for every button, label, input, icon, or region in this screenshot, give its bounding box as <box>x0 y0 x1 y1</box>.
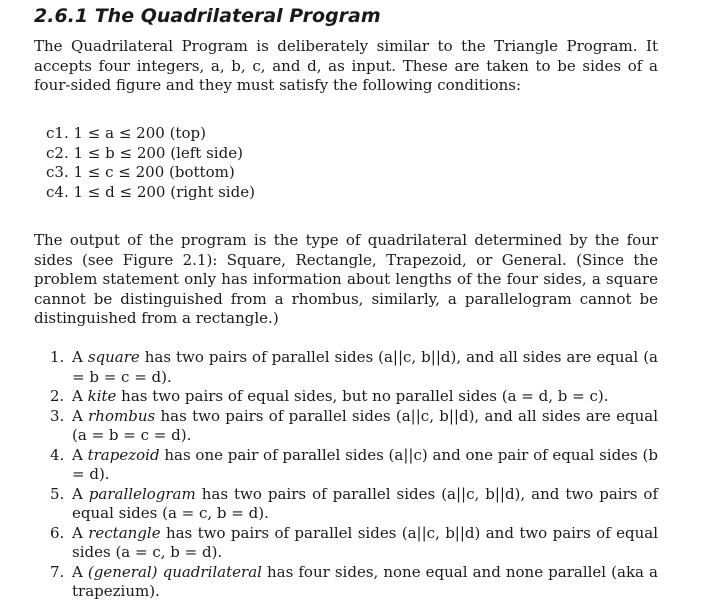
item-description: has two pairs of parallel sides (a||c, b||d), and all sides are equal (a = b = c = d). <box>72 406 658 444</box>
section-heading: 2.6.1 The Quadrilateral Program <box>34 5 381 27</box>
item-number: 3. <box>50 406 65 425</box>
intro-paragraph: The Quadrilateral Program is deliberately similar to the Triangle Program. It accepts four integers, a, b, c, and d, as input. These are taken to be sides of a four-sided figure and they must satisfy the following conditions: <box>34 37 658 94</box>
type-item-trapezoid <box>50 446 658 485</box>
type-item-kite <box>50 387 658 407</box>
item-term: rectangle <box>88 523 161 542</box>
item-prefix: A <box>72 387 88 405</box>
item-description: has two pairs of parallel sides (a||c, b||d), and two pairs of equal sides (a = c, b = d). <box>72 484 658 522</box>
item-prefix: A <box>72 562 88 581</box>
item-number: 1. <box>50 348 65 366</box>
output-paragraph: The output of the program is the type of quadrilateral determined by the four sides (see Figure 2.1): Square, Rectangle, Trapezoid, or General. (Since the problem statement only has information about lengths of the four sides, a square cannot be distinguished from a rhombus, similarly, a parallelogram cannot be distinguished from a rectangle.) <box>34 231 658 327</box>
item-prefix: A <box>72 406 89 425</box>
item-term: parallelogram <box>88 484 196 503</box>
item-prefix: A <box>72 484 89 503</box>
item-term: square <box>87 348 140 366</box>
type-item-parallelogram <box>50 485 658 524</box>
condition-c2: c2. 1 ≤ b ≤ 200 (left side) <box>46 143 243 162</box>
item-number: 4. <box>50 445 65 464</box>
item-number: 6. <box>50 523 65 542</box>
item-term: trapezoid <box>87 445 160 464</box>
item-prefix: A <box>72 348 88 366</box>
type-item-rectangle <box>50 524 658 563</box>
item-number: 5. <box>50 484 65 503</box>
type-item-rhombus <box>50 407 658 446</box>
item-number: 7. <box>50 562 65 581</box>
quadrilateral-types-list <box>50 348 658 602</box>
item-description: has two pairs of parallel sides (a||c, b||d), and all sides are equal (a = b = c = d). <box>72 348 658 386</box>
type-item-general <box>50 563 658 602</box>
item-prefix: A <box>72 445 88 464</box>
item-term: (general) quadrilateral <box>87 562 262 581</box>
item-number: 2. <box>50 387 65 405</box>
item-description: has two pairs of equal sides, but no parallel sides (a = d, b = c). <box>116 387 609 405</box>
item-prefix: A <box>72 523 89 542</box>
item-term: kite <box>87 387 117 405</box>
item-description: has four sides, none equal and none parallel (aka a trapezium). <box>72 562 658 600</box>
condition-c3: c3. 1 ≤ c ≤ 200 (bottom) <box>46 163 235 181</box>
condition-c1: c1. 1 ≤ a ≤ 200 (top) <box>46 124 206 142</box>
condition-c4: c4. 1 ≤ d ≤ 200 (right side) <box>46 182 255 201</box>
type-item-square <box>50 348 658 387</box>
item-term: rhombus <box>88 406 156 425</box>
item-description: has one pair of parallel sides (a||c) and one pair of equal sides (b = d). <box>72 445 658 483</box>
conditions-list <box>46 124 255 202</box>
item-description: has two pairs of parallel sides (a||c, b||d) and two pairs of equal sides (a = c, b = d). <box>72 523 659 561</box>
